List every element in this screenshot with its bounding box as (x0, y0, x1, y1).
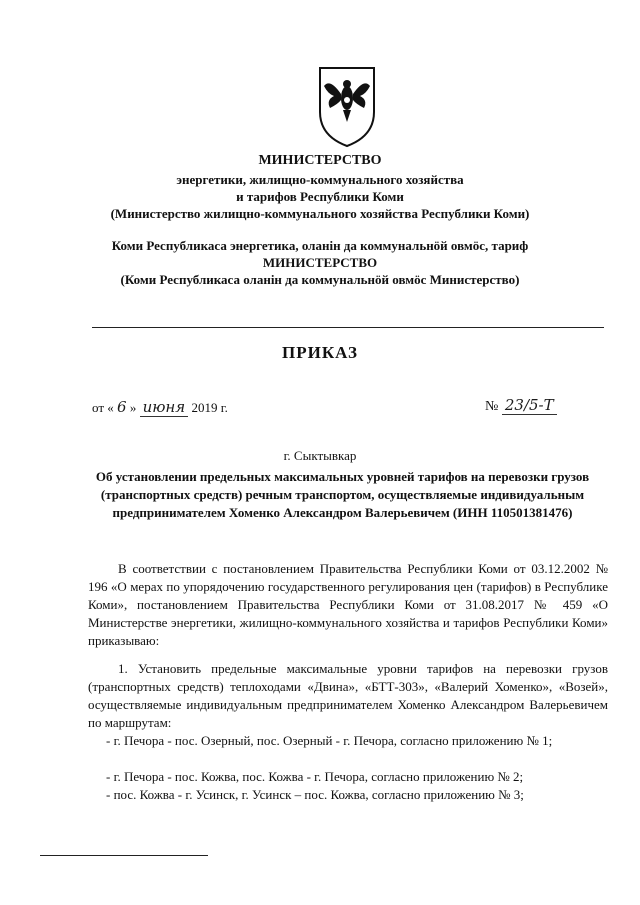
route-item-3: - пос. Кожва - г. Усинск, г. Усинск – пос. Кожва, согласно приложению № 3; (106, 787, 524, 802)
date-mid: » (129, 400, 137, 415)
footnote-divider (40, 855, 208, 856)
date-month: июня (140, 398, 189, 417)
route-item-1: - г. Печора - пос. Озерный, пос. Озерный - г. Печора, согласно приложению № 1; (106, 733, 553, 748)
order-subject: Об установлении предельных максимальных уровней тарифов на перевозки грузов (транспортных средств) речным транспортом, осуществляемые индивидуальным предпринимателем Хоменко Александром Валерьевичем (ИНН 110501381476) (95, 469, 590, 520)
number-value: 23/5-Т (502, 396, 557, 415)
number-prefix: № (485, 399, 499, 414)
header-divider (92, 327, 604, 328)
komi-name-line3: (Коми Республикаса оланiн да коммунальнӧй овмӧс Министерство) (120, 272, 520, 287)
ministry-name-line2: энергетики, жилищно-коммунального хозяйства (176, 172, 464, 187)
komi-coat-of-arms-icon (312, 60, 382, 148)
komi-name-line2: МИНИСТЕРСТВО (262, 255, 378, 270)
order-number (485, 396, 557, 415)
city: г. Сыктывкар (283, 448, 357, 463)
date-year: 2019 г. (191, 400, 228, 415)
route-item-2: - г. Печора - пос. Кожва, пос. Кожва - г. Печора, согласно приложению № 2; (106, 769, 524, 784)
date-prefix: от « (92, 400, 114, 415)
ministry-title: МИНИСТЕРСТВО (258, 153, 382, 168)
komi-name-line1: Коми Республикаса энергетика, оланiн да коммунальнӧй овмӧс, тариф (111, 238, 529, 253)
ministry-name-line3: и тарифов Республики Коми (236, 189, 404, 204)
paragraph-item-1: 1. Установить предельные максимальные уровни тарифов на перевозки грузов (транспортных средств) теплоходами «Двина», «БТТ-303», «Валерий Хоменко», «Возей», осуществляемые индивидуальным предпринимателем Хоменко Александром Валерьевичем по маршрутам: (88, 661, 608, 730)
paragraph-basis: В соответствии с постановлением Правительства Республики Коми от 03.12.2002 № 196 «О мерах по упорядочению государственного регулирования цен (тарифов) в Республике Коми», постановлением Правительства Республики Коми от 31.08.2017 № 459 «О Министерстве энергетики, жилищно-коммунального хозяйства и тарифов Республики Коми» приказываю: (88, 561, 608, 648)
ministry-short-name: (Министерство жилищно-коммунального хозяйства Республики Коми) (110, 206, 530, 221)
date-day: 6 (117, 398, 127, 416)
order-date (92, 398, 228, 416)
document-title: ПРИКАЗ (282, 343, 358, 362)
